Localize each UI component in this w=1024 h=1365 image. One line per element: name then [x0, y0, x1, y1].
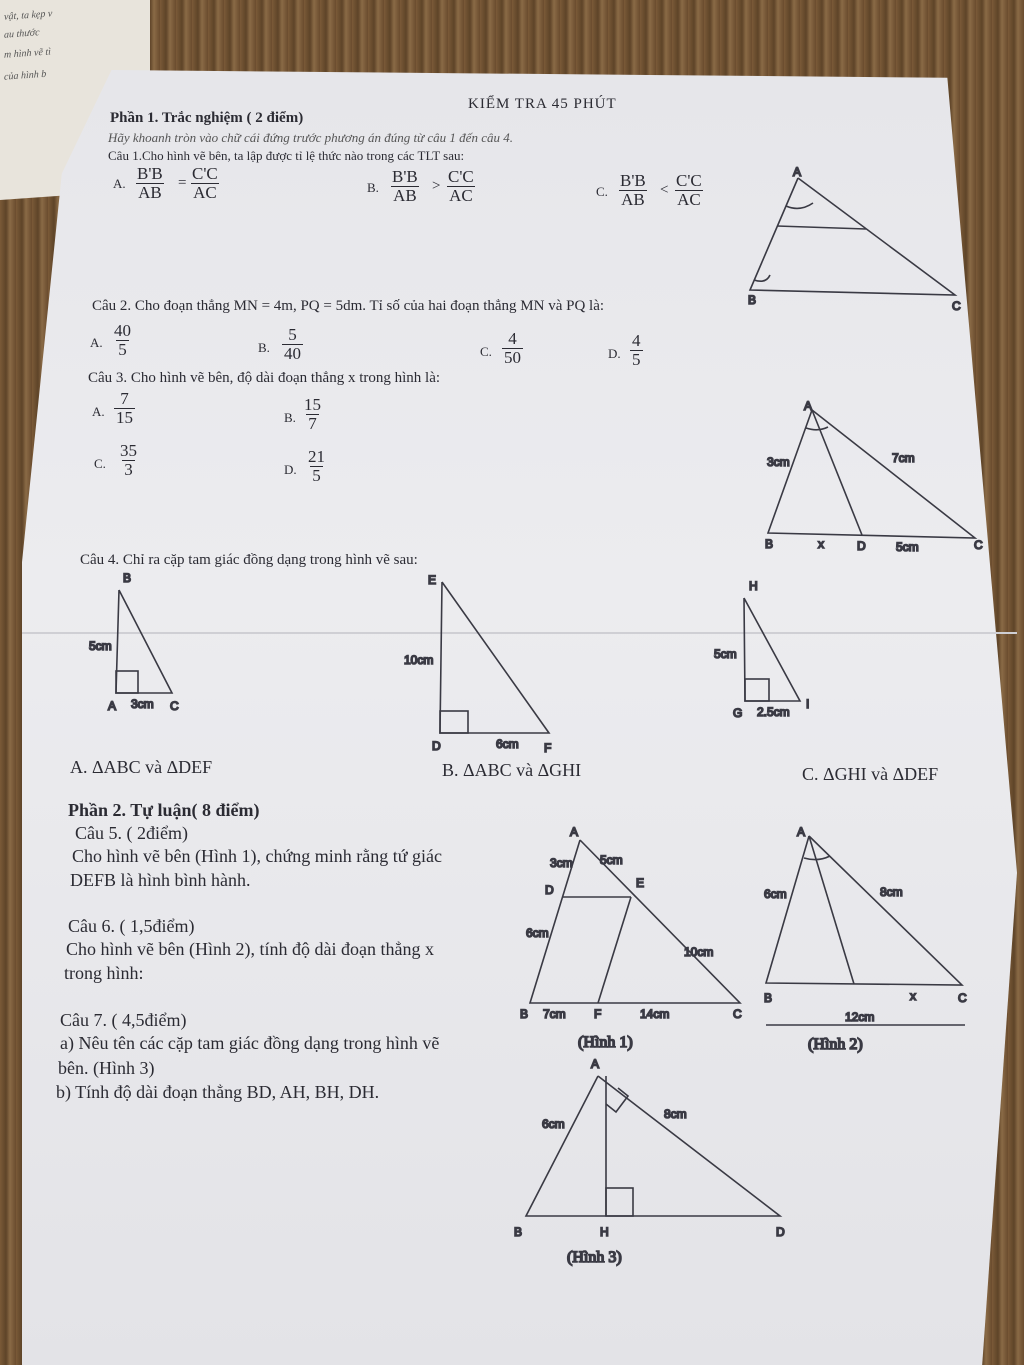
q1-b-label: B. [367, 180, 379, 195]
q3-fig-label-b: B [765, 537, 774, 551]
q1-fig-label-a: A [793, 165, 802, 179]
q1-a-op: = [178, 175, 187, 191]
figure-1 [520, 825, 742, 1051]
q4-t3-gi: 2.5cm [757, 705, 790, 719]
q4-t3-gh: 5cm [714, 647, 737, 661]
q6-title: Câu 6. ( 1,5điểm) [68, 916, 195, 936]
q3-a-frac: $\frac{7}{15}$ [116, 389, 133, 427]
q4-t2-label-e: E [428, 573, 437, 587]
side-text-1: vật, ta kẹp v [4, 8, 53, 23]
fig3-label-d: D [776, 1225, 785, 1239]
q4-t1-ac: 3cm [131, 697, 154, 711]
q3-fig-dc: 5cm [896, 540, 919, 554]
figure-2 [764, 825, 967, 1053]
fig2-ab: 6cm [764, 887, 787, 901]
q1-fig-label-c: C [952, 299, 961, 313]
side-text-4: của hình b [4, 68, 47, 83]
q7-line1: a) Nêu tên các cặp tam giác đồng dạng trong hình vẽ [60, 1033, 440, 1053]
fig2-label-c: C [958, 991, 967, 1005]
q1-c-frac2: $\frac{C'C}{AC}$ [676, 171, 702, 209]
figure-3 [514, 1057, 785, 1266]
q4-t2-label-f: F [544, 741, 552, 755]
q3-fig-label-x: x [818, 537, 824, 551]
q3-c-frac: $\frac{35}{3}$ [120, 441, 137, 479]
q4-t1-ab: 5cm [89, 639, 112, 653]
q4-t1-label-a: A [108, 699, 117, 713]
q4-t2-df: 6cm [496, 737, 519, 751]
q2-d-frac: $\frac{4}{5}$ [632, 331, 641, 369]
q1-c-frac1: $\frac{B'B}{AB}$ [620, 171, 646, 209]
q3-fig-ab: 3cm [767, 455, 790, 469]
fig1-ad: 3cm [550, 856, 573, 870]
fig1-label-a: A [570, 825, 579, 839]
exam-title: KIỂM TRA 45 PHÚT [468, 96, 617, 112]
q2-a-frac: $\frac{40}{5}$ [114, 321, 131, 359]
q4-t2-label-d: D [432, 739, 441, 753]
part2-heading: Phần 2. Tự luận( 8 điểm) [68, 800, 260, 820]
fig3-ab: 6cm [542, 1117, 565, 1131]
fig3-ad: 8cm [664, 1107, 687, 1121]
fig2-label-a: A [797, 825, 806, 839]
q2-d-label: D. [608, 346, 621, 361]
fig1-bf: 7cm [543, 1007, 566, 1021]
q1-b-op: > [432, 178, 441, 194]
q2-a-label: A. [90, 335, 103, 350]
fig1-ec: 10cm [684, 945, 714, 959]
q3-fig-label-a: A [804, 399, 813, 413]
q1-c-op: < [660, 182, 669, 198]
q3-d-frac: $\frac{21}{5}$ [308, 447, 325, 485]
q5-line1: Cho hình vẽ bên (Hình 1), chứng minh rằng tứ giác [72, 846, 442, 866]
q2-c-label: C. [480, 344, 492, 359]
q4-triangle-def [404, 573, 551, 755]
fig1-ae: 5cm [600, 853, 623, 867]
q6-line2: trong hình: [64, 963, 144, 983]
q1-c-label: C. [596, 184, 608, 199]
q2-text: Câu 2. Cho đoạn thẳng MN = 4m, PQ = 5dm. Tỉ số của hai đoạn thẳng MN và PQ là: [92, 298, 605, 314]
fig3-caption: (Hình 3) [567, 1249, 622, 1266]
q3-c-label: C. [94, 456, 106, 471]
fig3-label-h: H [600, 1225, 609, 1239]
q4-triangle-ghi [714, 579, 809, 720]
fig1-label-e: E [636, 876, 645, 890]
fig2-ac: 8cm [880, 885, 903, 899]
fig1-label-c: C [733, 1007, 742, 1021]
q4-t1-label-c: C [170, 699, 179, 713]
fig3-label-b: B [514, 1225, 523, 1239]
q4-option-a: A. ΔABC và ΔDEF [70, 757, 213, 777]
fig2-label-x: x [910, 989, 916, 1003]
q3-text: Câu 3. Cho hình vẽ bên, độ dài đoạn thẳng x trong hình là: [88, 370, 441, 386]
fig1-label-f: F [594, 1007, 602, 1021]
part1-instruction: Hãy khoanh tròn vào chữ cái đứng trước phương án đúng từ câu 1 đến câu 4. [108, 130, 513, 145]
q1-a-frac1: $\frac{B'B}{AB}$ [137, 164, 163, 202]
q3-figure [765, 399, 983, 554]
q3-d-label: D. [284, 462, 297, 477]
q1-b-frac2: $\frac{C'C}{AC}$ [448, 167, 474, 205]
q1-figure [748, 165, 961, 313]
q3-a-label: A. [92, 404, 105, 419]
q4-t3-label-g: G [733, 706, 743, 720]
q4-t2-de: 10cm [404, 653, 434, 667]
q3-fig-label-c: C [974, 538, 983, 552]
fig1-db: 6cm [526, 926, 549, 940]
side-text-3: m hình vẽ tì [4, 46, 51, 61]
q7-line2: bên. (Hình 3) [58, 1058, 155, 1078]
q4-t3-label-h: H [749, 579, 758, 593]
q1-a-frac2: $\frac{C'C}{AC}$ [192, 164, 218, 202]
q7-title: Câu 7. ( 4,5điểm) [60, 1010, 187, 1030]
q5-line2: DEFB là hình bình hành. [70, 870, 251, 890]
fig1-caption: (Hình 1) [578, 1034, 633, 1051]
q4-t1-label-b: B [123, 571, 132, 585]
q1-b-frac1: $\frac{B'B}{AB}$ [392, 167, 418, 205]
q3-b-frac: $\frac{15}{7}$ [304, 395, 321, 433]
fig2-caption: (Hình 2) [808, 1036, 863, 1053]
q4-t3-label-i: I [806, 697, 810, 711]
fig1-label-b: B [520, 1007, 529, 1021]
fig2-label-b: B [764, 991, 773, 1005]
q3-fig-ac: 7cm [892, 451, 915, 465]
q1-text: Câu 1.Cho hình vẽ bên, ta lập được tỉ lệ thức nào trong các TLT sau: [108, 148, 465, 163]
q2-c-frac: $\frac{4}{50}$ [504, 329, 521, 367]
fig3-label-a: A [591, 1057, 600, 1071]
q7-line3: b) Tính độ dài đoạn thẳng BD, AH, BH, DH. [56, 1082, 380, 1102]
q2-b-label: B. [258, 340, 270, 355]
fig1-label-d: D [545, 883, 554, 897]
part1-heading: Phần 1. Trắc nghiệm ( 2 điểm) [110, 110, 304, 126]
q3-fig-label-d: D [857, 539, 866, 553]
side-text-2: au thước [4, 27, 40, 41]
q4-option-c: C. ΔGHI và ΔDEF [802, 764, 939, 784]
q1-a-label: A. [113, 176, 126, 191]
q2-b-frac: $\frac{5}{40}$ [284, 325, 301, 363]
q3-b-label: B. [284, 410, 296, 425]
q4-triangle-abc [89, 571, 179, 713]
fig1-fc: 14cm [640, 1007, 670, 1021]
q4-option-b: B. ΔABC và ΔGHI [442, 760, 582, 780]
fig2-bc: 12cm [845, 1010, 875, 1024]
q4-text: Câu 4. Chỉ ra cặp tam giác đồng dạng trong hình vẽ sau: [80, 552, 418, 568]
q5-title: Câu 5. ( 2điểm) [75, 823, 188, 843]
q6-line1: Cho hình vẽ bên (Hình 2), tính độ dài đoạn thẳng x [66, 939, 434, 959]
q1-fig-label-b: B [748, 293, 757, 307]
